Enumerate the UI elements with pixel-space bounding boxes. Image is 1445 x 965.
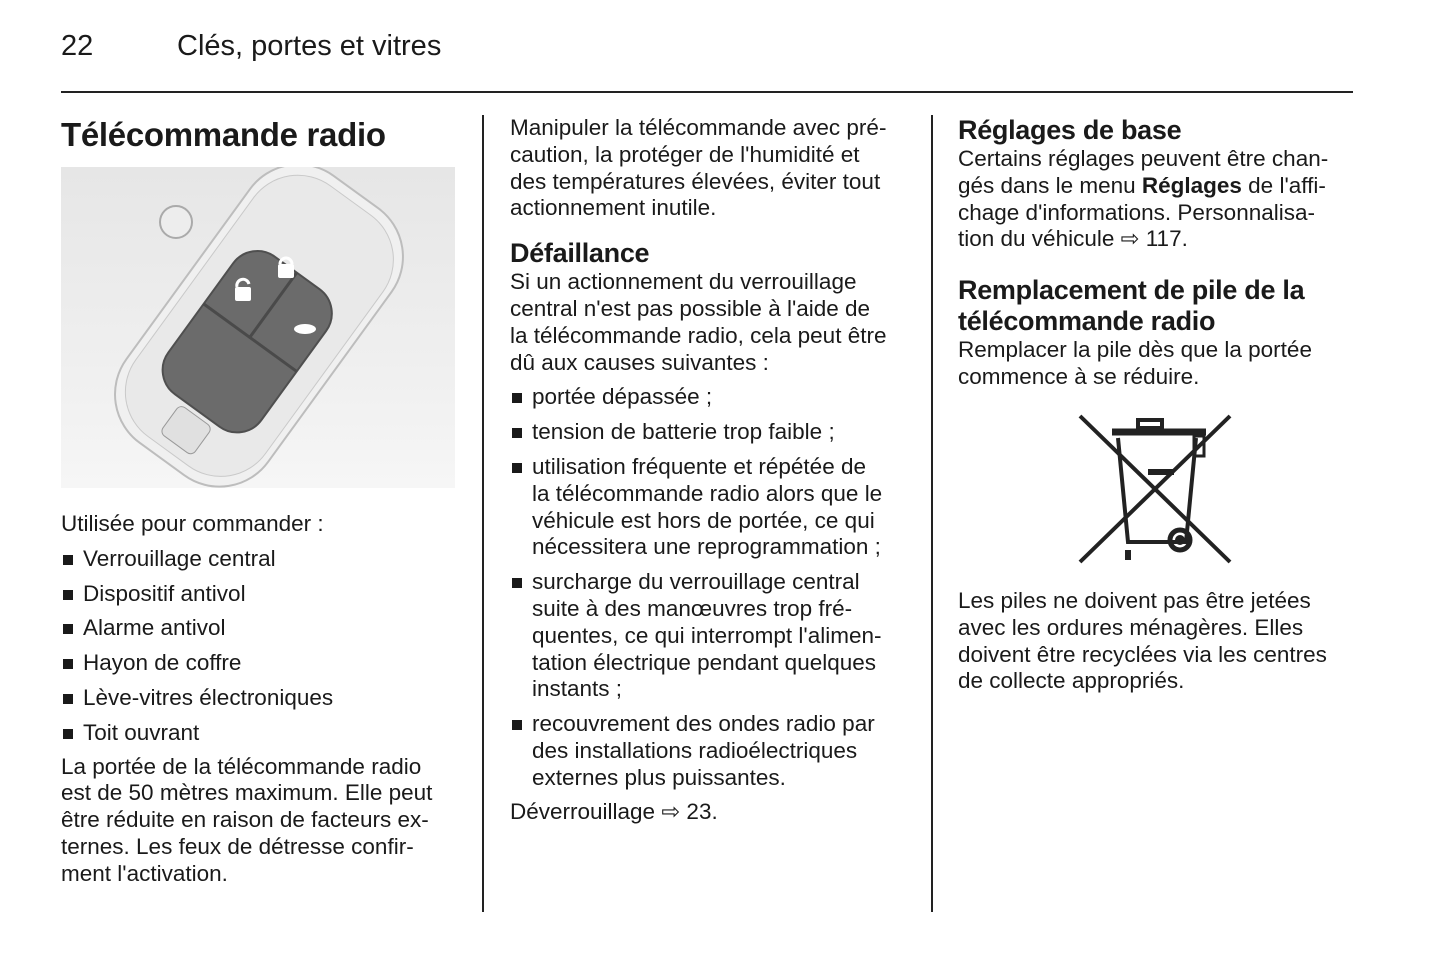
heading-line: télécommande radio	[958, 306, 1216, 337]
paragraph	[958, 337, 1358, 391]
column-2-text	[510, 115, 910, 825]
list-item	[61, 546, 461, 573]
text-line: Verrouillage central	[83, 545, 276, 571]
text-line: Si un actionnement du verrouillage	[510, 269, 857, 295]
text-line: Remplacer la pile dès que la portée	[958, 337, 1312, 363]
text-line: nécessitera une reprogrammation ;	[532, 534, 881, 560]
text-line: la télécommande radio alors que le	[532, 480, 883, 506]
text-line: caution, la protéger de l'humidité et	[510, 141, 860, 167]
text-segment: de l'affi-	[1241, 172, 1326, 198]
text-line: Dispositif antivol	[83, 580, 246, 606]
paragraph	[61, 754, 461, 888]
list-item	[510, 384, 910, 411]
crossed-bin-icon	[1076, 412, 1234, 571]
text-line: La portée de la télécommande radio	[61, 753, 422, 779]
text-line: Hayon de coffre	[83, 650, 242, 676]
list-item	[61, 685, 461, 712]
text-line: suite à des manœuvres trop fré-	[532, 595, 853, 621]
text-line: des températures élevées, éviter tout	[510, 168, 881, 194]
section-heading: Défaillance	[510, 238, 650, 269]
list-item	[510, 419, 910, 446]
text-line: avec les ordures ménagères. Elles	[958, 614, 1304, 640]
bullet-list	[61, 546, 461, 747]
menu-name: Réglages	[1141, 172, 1242, 198]
list-item	[510, 569, 910, 703]
text-line: Certains réglages peuvent être chan-	[958, 146, 1329, 171]
column-3-text	[958, 115, 1358, 391]
text-line: Utilisée pour commander :	[61, 511, 324, 536]
heading-line: Remplacement de pile de la	[958, 275, 1305, 306]
bullet-list	[510, 384, 910, 791]
list-item	[510, 711, 910, 791]
text-line: recouvrement des ondes radio par	[532, 711, 875, 737]
paragraph	[510, 115, 910, 222]
section-heading: Réglages de base	[958, 115, 1182, 145]
text-line: dû aux causes suivantes :	[510, 349, 769, 375]
page-number: 22	[61, 30, 94, 62]
column-divider	[931, 115, 933, 912]
text-line: utilisation fréquente et répétée de	[532, 453, 866, 479]
text-line: Lève-vitres électroniques	[83, 684, 334, 710]
text-line: central n'est pas possible à l'aide de	[510, 295, 871, 321]
text-line: chage d'informations. Personnalisa-	[958, 199, 1315, 225]
paragraph	[958, 588, 1358, 695]
cross-reference-link[interactable]: Déverrouillage ⇨ 23.	[510, 798, 718, 824]
text-line: ment l'activation.	[61, 860, 228, 886]
column-divider	[482, 115, 484, 912]
text-line: actionnement inutile.	[510, 195, 717, 221]
text-line: Toit ouvrant	[83, 719, 200, 745]
text-line: de collecte appropriés.	[958, 668, 1185, 694]
section-heading: Télécommande radio	[61, 116, 386, 153]
header-divider	[61, 91, 1353, 93]
text-line: commence à se réduire.	[958, 363, 1200, 389]
text-line	[958, 173, 1358, 200]
column-1-text	[61, 511, 461, 888]
list-item	[61, 720, 461, 747]
chapter-title: Clés, portes et vitres	[177, 30, 442, 62]
paragraph	[510, 269, 910, 376]
key-fob-image	[61, 167, 455, 488]
text-line: Manipuler la télécommande avec pré-	[510, 115, 887, 140]
text-line: la télécommande radio, cela peut être	[510, 322, 887, 348]
text-line: véhicule est hors de portée, ce qui	[532, 507, 875, 533]
text-line: externes plus puissantes.	[532, 764, 786, 790]
list-item	[61, 581, 461, 608]
text-line: ternes. Les feux de détresse confir-	[61, 833, 414, 859]
text-line: instants ;	[532, 676, 623, 702]
list-item	[61, 650, 461, 677]
list-item	[510, 454, 910, 561]
section-heading	[958, 275, 1358, 337]
paragraph	[61, 511, 461, 538]
list-item	[61, 615, 461, 642]
text-line: Les piles ne doivent pas être jetées	[958, 588, 1311, 613]
text-line: doivent être recyclées via les centres	[958, 641, 1327, 667]
text-line: Alarme antivol	[83, 615, 226, 641]
text-line: tation électrique pendant quelques	[532, 649, 877, 675]
text-line: quentes, ce qui interrompt l'alimen-	[532, 622, 882, 648]
cross-reference-link[interactable]: tion du véhicule ⇨ 117.	[958, 226, 1188, 252]
disposal-note	[958, 588, 1358, 695]
text-line: tension de batterie trop faible ;	[532, 419, 835, 445]
text-line: des installations radioélectriques	[532, 737, 858, 763]
text-segment: gés dans le menu	[958, 172, 1142, 198]
text-line: être réduite en raison de facteurs ex-	[61, 807, 429, 833]
text-line: est de 50 mètres maximum. Elle peut	[61, 780, 433, 806]
text-line: portée dépassée ;	[532, 384, 713, 410]
text-line: surcharge du verrouillage central	[532, 569, 860, 595]
